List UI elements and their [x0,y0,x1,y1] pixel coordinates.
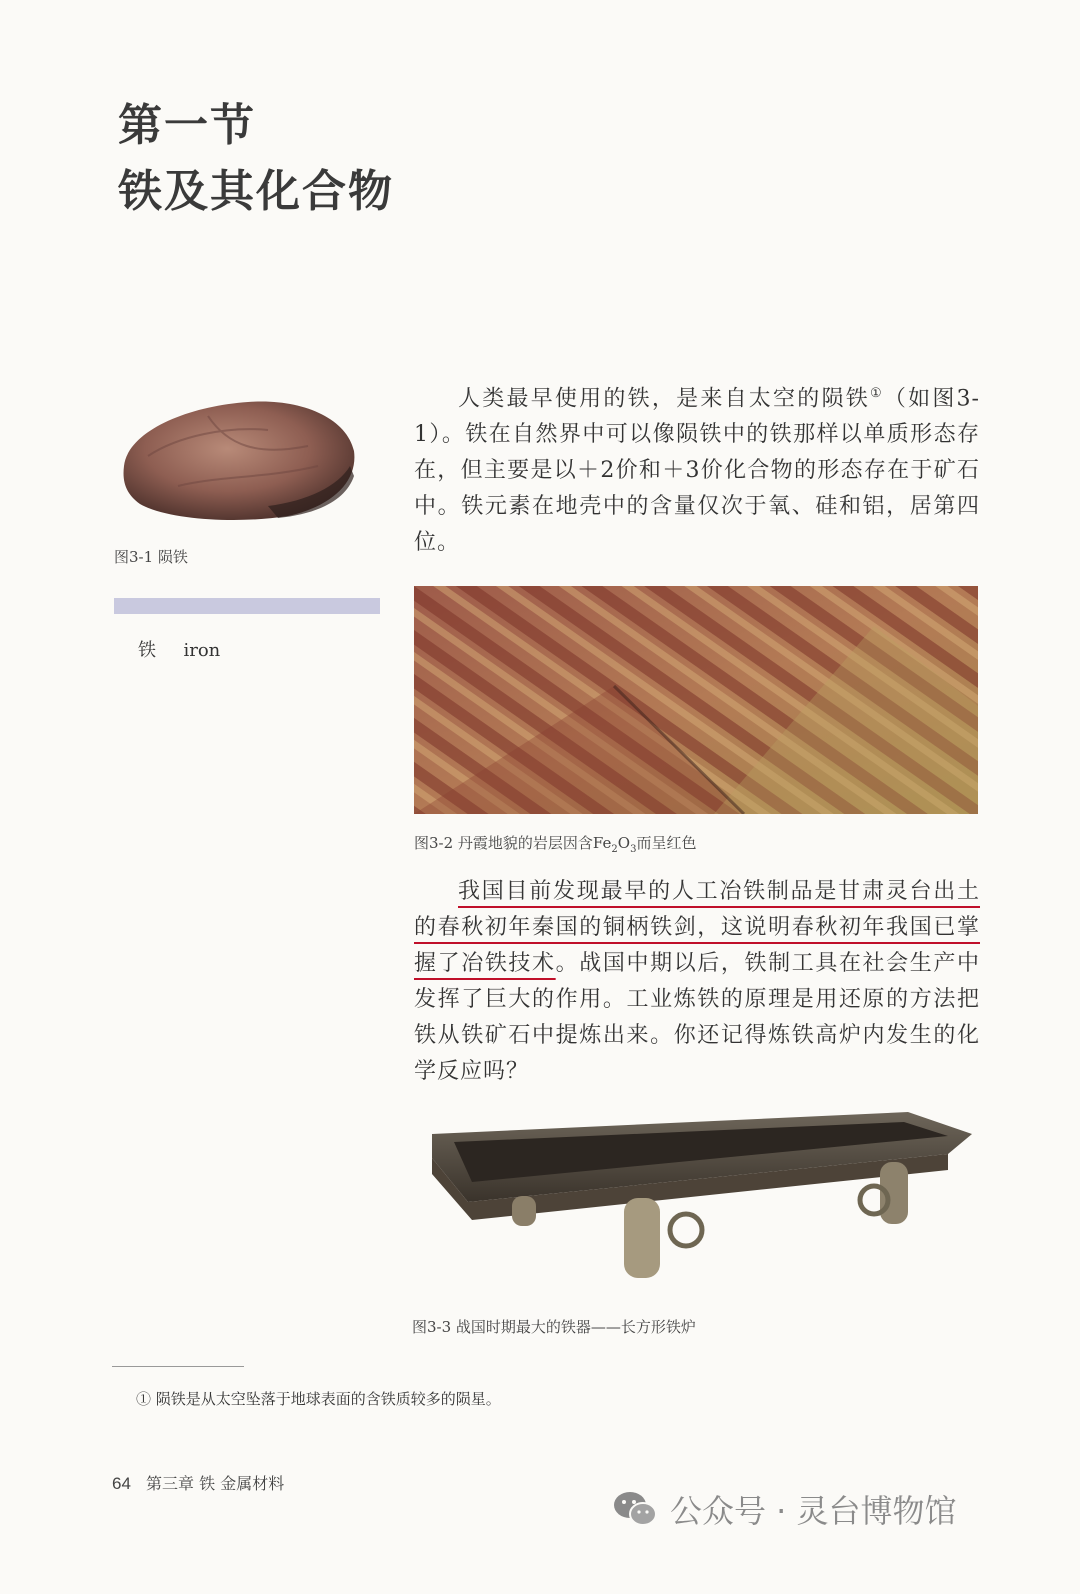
paragraph-2 [414,874,980,1090]
figure-3-2-caption-b: O [617,834,631,852]
watermark [612,1486,957,1532]
figure-3-2-caption-sub1: 2 [611,844,618,855]
section-number: 第一节 [118,100,256,151]
paragraph-1-text-b: （如图3-1）。铁在自然界中可以像陨铁中的铁那样以单质形态存在，但主要是以＋2价和＋3价化合物的形态存在于矿石中。铁元素在地壳中的含量仅次于氧、硅和铝，居第四位。 [414,386,980,556]
footnote-rule [112,1366,244,1367]
sidenote-band [114,598,380,614]
iron-stove-photo [428,1098,976,1284]
sidenote-term [138,636,220,662]
running-head: 第三章 铁 金属材料 [146,1474,285,1493]
term-chinese: 铁 [138,640,156,661]
figure-3-1-caption: 图3-1 陨铁 [114,548,188,566]
figure-3-2-caption-c: 而呈红色 [636,834,697,852]
watermark-text: 公众号 · 灵台博物馆 [670,1492,957,1530]
section-title: 铁及其化合物 [118,166,394,217]
footnote-marker: ① [869,386,884,401]
wechat-icon [612,1489,658,1529]
paragraph-2-rest: 。战国中期以后，铁制工具在社会生产中发挥了巨大的作用。工业炼铁的原理是用还原的方法把铁从铁矿石中提炼出来。你还记得炼铁高炉内发生的化学反应吗？ [414,951,980,1084]
meteorite-photo [118,396,358,524]
figure-3-3-caption: 图3-3 战国时期最大的铁器——长方形铁炉 [412,1318,696,1336]
footnote: ① 陨铁是从太空坠落于地球表面的含铁质较多的陨星。 [136,1390,501,1408]
figure-3-2-caption [414,832,696,855]
figure-3-2-caption-sub2: 3 [630,844,637,855]
figure-3-2-caption-a: 图3-2 丹霞地貌的岩层因含Fe [414,834,612,852]
danxia-landform-photo [414,586,978,814]
paragraph-1-text-a: 人类最早使用的铁，是来自太空的陨铁 [458,386,870,412]
paragraph-1 [414,376,980,561]
page-number: 64 [112,1474,131,1493]
underlined-sentence: 我国目前发现最早的人工冶铁制品是甘肃灵台出土的春秋初年秦国的铜柄铁剑，这说明春秋初年我国已掌握了冶铁技术 [414,879,980,976]
page-footer [112,1471,284,1494]
term-english: iron [183,640,221,661]
